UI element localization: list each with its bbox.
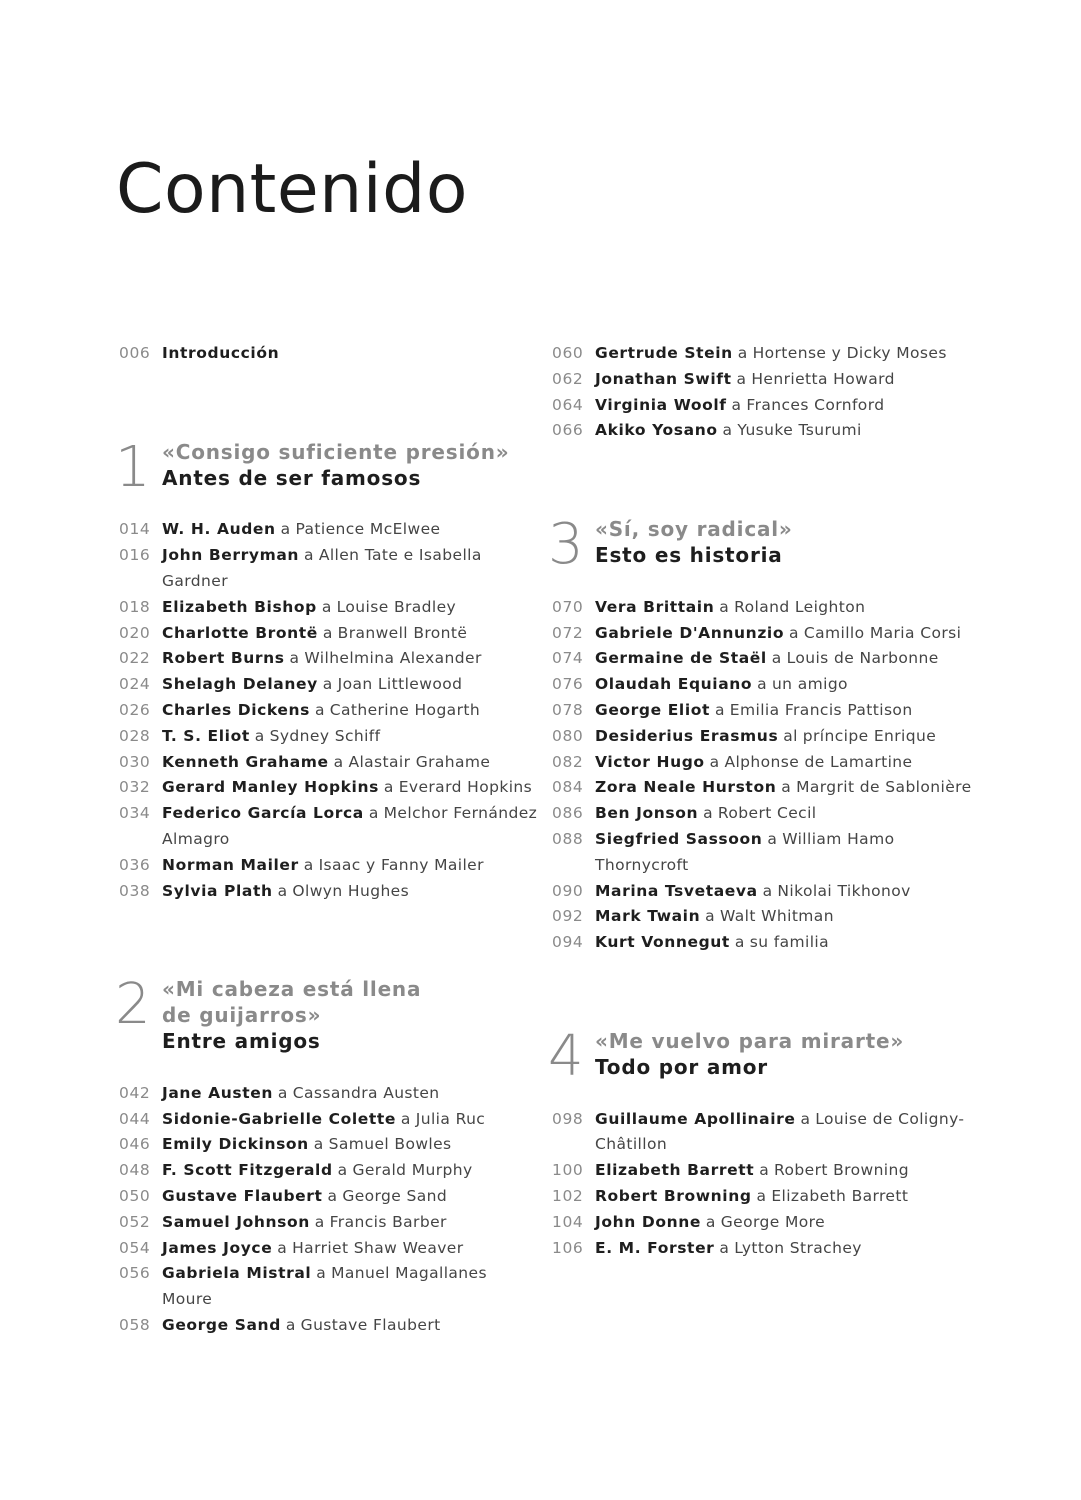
toc-entry[interactable]: [552, 750, 972, 776]
page-number: 046: [119, 1135, 151, 1154]
intro-label: Introducción: [162, 344, 280, 362]
recipient-name: Alastair Grahame: [348, 752, 491, 771]
page-number: 070: [552, 597, 584, 616]
toc-entry[interactable]: [119, 595, 539, 621]
connector: a: [289, 649, 300, 668]
toc-entry[interactable]: [552, 930, 972, 956]
author-name: Virginia Woolf: [595, 395, 727, 414]
recipient-name: Emilia Francis Pattison: [729, 700, 913, 719]
connector: a: [321, 597, 332, 616]
toc-entry[interactable]: [119, 517, 539, 543]
recipient-name: Francis Barber: [329, 1212, 447, 1231]
page-number: 076: [552, 675, 584, 694]
author-name: Federico García Lorca: [162, 804, 364, 823]
page-number: 016: [119, 546, 151, 565]
connector: a: [771, 649, 782, 668]
recipient-name: Hortense y Dicky Moses: [752, 344, 947, 362]
page-number: 058: [119, 1315, 151, 1334]
chapter-subtitle: Entre amigos: [162, 1028, 321, 1053]
recipient-name: Samuel Bowles: [328, 1135, 452, 1154]
recipient-name: su familia: [749, 933, 830, 952]
page-number: 098: [552, 1109, 584, 1128]
recipient-name: Roland Leighton: [734, 597, 866, 616]
toc-entry[interactable]: [552, 904, 972, 930]
contents-column-left: [115, 341, 539, 1339]
page-number: 006: [119, 344, 151, 362]
author-name: Elizabeth Barrett: [595, 1161, 755, 1180]
chapter-subtitle: Antes de ser famosos: [162, 465, 422, 490]
page-number: 028: [119, 726, 151, 745]
page-number: 066: [552, 421, 584, 440]
author-name: Charles Dickens: [162, 700, 310, 719]
toc-entry[interactable]: [552, 801, 972, 827]
author-name: E. M. Forster: [595, 1238, 715, 1257]
connector: a: [368, 804, 379, 823]
page-number: 026: [119, 700, 151, 719]
toc-entry[interactable]: [552, 724, 972, 750]
author-name: Mark Twain: [595, 907, 701, 926]
page-number: 044: [119, 1109, 151, 1128]
author-name: Marina Tsvetaeva: [595, 881, 758, 900]
connector: a: [705, 1212, 716, 1231]
recipient-name: Catherine Hogarth: [329, 700, 481, 719]
page-number: 092: [552, 907, 584, 926]
page-number: 106: [552, 1238, 584, 1257]
recipient-name: Gustave Flaubert: [300, 1315, 441, 1334]
recipient-name: Olwyn Hughes: [292, 881, 410, 900]
chapter-3-section: [548, 512, 972, 956]
connector: a: [709, 752, 720, 771]
recipient-name: Joan Littlewood: [337, 675, 463, 694]
author-name: George Sand: [162, 1315, 281, 1334]
recipient-name: Allen Tate e Isabella Gardner: [162, 546, 482, 590]
connector: a: [781, 778, 792, 797]
recipient-name: Louise Bradley: [336, 597, 457, 616]
page-number: 080: [552, 726, 584, 745]
toc-entry[interactable]: [119, 1158, 539, 1184]
connector: a: [327, 1186, 338, 1205]
chapter-header: [548, 512, 972, 578]
connector: a: [722, 421, 733, 440]
page-number: 032: [119, 778, 151, 797]
page-number: 050: [119, 1186, 151, 1205]
page-number: 088: [552, 829, 584, 848]
connector: a: [285, 1315, 296, 1334]
recipient-name: un amigo: [771, 675, 848, 694]
page-number: 018: [119, 597, 151, 616]
recipient-name: Melchor Fernández Almagro: [162, 804, 538, 848]
toc-entry[interactable]: [119, 1132, 539, 1158]
connector: a: [731, 395, 742, 414]
recipient-name: Louis de Narbonne: [786, 649, 939, 668]
chapter-2-section: [115, 972, 539, 1338]
page-number: 072: [552, 623, 584, 642]
chapter-quote: de guijarros»: [162, 1003, 322, 1028]
recipient-name: Elizabeth Barrett: [771, 1186, 909, 1205]
toc-entry[interactable]: [552, 367, 972, 393]
connector: a: [303, 546, 314, 565]
page-number: 038: [119, 881, 151, 900]
connector: a: [734, 933, 745, 952]
connector: a: [277, 1083, 288, 1102]
recipient-name: Branwell Brontë: [337, 623, 468, 642]
connector: a: [313, 1135, 324, 1154]
author-name: Charlotte Brontë: [162, 623, 318, 642]
page-number: 084: [552, 778, 584, 797]
recipient-name: Everard Hopkins: [398, 778, 533, 797]
author-name: Siegfried Sassoon: [595, 829, 763, 848]
author-name: Akiko Yosano: [595, 421, 718, 440]
chapter-1-section: [115, 434, 539, 905]
recipient-name: Yusuke Tsurumi: [737, 421, 862, 440]
connector: a: [703, 804, 713, 823]
toc-entry[interactable]: [119, 801, 539, 853]
toc-entry[interactable]: [119, 543, 539, 595]
toc-entry[interactable]: [552, 595, 972, 621]
recipient-name: Isaac y Fanny Mailer: [318, 855, 484, 874]
toc-entry[interactable]: [119, 672, 539, 698]
author-name: John Berryman: [162, 546, 300, 565]
connector: a: [314, 700, 325, 719]
connector: a: [789, 623, 799, 642]
author-name: Norman Mailer: [162, 855, 299, 874]
toc-entry[interactable]: [552, 646, 972, 672]
connector: a: [719, 597, 730, 616]
chapter-number: 2: [115, 972, 151, 1038]
page-number: 020: [119, 623, 151, 642]
connector: a: [322, 623, 333, 642]
author-name: Kurt Vonnegut: [595, 933, 730, 952]
chapter-quote: «Me vuelvo para mirarte»: [595, 1028, 905, 1053]
connector: a: [400, 1109, 411, 1128]
toc-entry[interactable]: [552, 621, 972, 647]
chapter-header: [548, 1023, 972, 1089]
author-name: Olaudah Equiano: [595, 675, 753, 694]
recipient-name: Harriet Shaw Weaver: [292, 1238, 464, 1257]
connector: a: [767, 829, 778, 848]
toc-entry[interactable]: [552, 879, 972, 905]
page-number: 100: [552, 1161, 584, 1180]
recipient-name: Patience McElwee: [295, 520, 441, 539]
toc-entry[interactable]: [552, 827, 972, 879]
connector: a: [254, 726, 265, 745]
toc-entry[interactable]: [119, 1184, 539, 1210]
connector: a: [277, 881, 288, 900]
connector: a: [314, 1212, 325, 1231]
chapter-subtitle: Todo por amor: [595, 1054, 768, 1079]
author-name: Jonathan Swift: [595, 369, 732, 388]
chapter-number: 3: [548, 512, 584, 578]
author-name: F. Scott Fitzgerald: [162, 1161, 333, 1180]
toc-entry[interactable]: [552, 672, 972, 698]
author-name: Vera Brittain: [595, 597, 715, 616]
toc-entry[interactable]: [552, 393, 972, 419]
toc-entry[interactable]: [119, 1236, 539, 1262]
author-name: James Joyce: [162, 1238, 273, 1257]
recipient-name: Henrietta Howard: [751, 369, 895, 388]
chapter-2-continued: [552, 341, 972, 444]
author-name: Gabriela Mistral: [162, 1264, 312, 1283]
author-name: Gertrude Stein: [595, 344, 733, 362]
toc-entry[interactable]: [119, 646, 539, 672]
author-name: Sylvia Plath: [162, 881, 273, 900]
recipient-name: Julia Ruc: [415, 1109, 486, 1128]
page-number: 104: [552, 1212, 584, 1231]
page-number: 082: [552, 752, 584, 771]
contents-column-right: [548, 341, 972, 1261]
page-number: 056: [119, 1264, 151, 1283]
author-name: Elizabeth Bishop: [162, 597, 317, 616]
toc-entry[interactable]: [119, 853, 539, 879]
toc-entry[interactable]: [552, 1210, 972, 1236]
recipient-name: príncipe Enrique: [802, 726, 937, 745]
toc-entry[interactable]: [552, 1158, 972, 1184]
page-number: 048: [119, 1161, 151, 1180]
page-number: 090: [552, 881, 584, 900]
chapter-quote: «Mi cabeza está llena: [162, 977, 422, 1002]
toc-entry[interactable]: [119, 621, 539, 647]
toc-entry[interactable]: [119, 1261, 539, 1313]
page-number: 030: [119, 752, 151, 771]
toc-entry[interactable]: [552, 775, 972, 801]
author-name: Kenneth Grahame: [162, 752, 329, 771]
connector: a: [757, 675, 767, 694]
author-name: Guillaume Apollinaire: [595, 1109, 796, 1128]
toc-entry[interactable]: [552, 698, 972, 724]
page-number: 022: [119, 649, 151, 668]
recipient-name: Sydney Schiff: [269, 726, 381, 745]
toc-entry[interactable]: [119, 775, 539, 801]
page-number: 042: [119, 1083, 151, 1102]
connector: a: [705, 907, 716, 926]
recipient-name: George Sand: [342, 1186, 448, 1205]
chapter-header: [115, 434, 539, 500]
connector: al: [783, 726, 798, 745]
page-number: 014: [119, 520, 151, 539]
page-number: 060: [552, 344, 584, 362]
author-name: Zora Neale Hurston: [595, 778, 777, 797]
toc-entry[interactable]: [119, 750, 539, 776]
connector: a: [759, 1161, 770, 1180]
author-name: Germaine de Staël: [595, 649, 767, 668]
recipient-name: Lytton Strachey: [734, 1238, 862, 1257]
author-name: Gabriele D'Annunzio: [595, 623, 785, 642]
author-name: Samuel Johnson: [162, 1212, 310, 1231]
page-number: 078: [552, 700, 584, 719]
connector: a: [383, 778, 394, 797]
author-name: George Eliot: [595, 700, 711, 719]
author-name: Sidonie-Gabrielle Colette: [162, 1109, 396, 1128]
author-name: Robert Burns: [162, 649, 285, 668]
toc-entry[interactable]: [119, 1081, 539, 1107]
connector: a: [337, 1161, 348, 1180]
connector: a: [277, 1238, 288, 1257]
chapter-subtitle: Esto es historia: [595, 542, 783, 567]
connector: a: [316, 1264, 327, 1283]
chapter-4-section: [548, 1023, 972, 1261]
connector: a: [303, 855, 314, 874]
connector: a: [737, 344, 748, 362]
recipient-name: Margrit de Sablonière: [796, 778, 972, 797]
toc-entry[interactable]: [119, 879, 539, 905]
author-name: T. S. Eliot: [162, 726, 250, 745]
recipient-name: Cassandra Austen: [292, 1083, 440, 1102]
page-title: Contenido: [116, 150, 468, 229]
connector: a: [736, 369, 747, 388]
recipient-name: Manuel Magallanes Moure: [162, 1264, 487, 1309]
page-number: 074: [552, 649, 584, 668]
chapter-quote: «Consigo suficiente presión»: [162, 439, 510, 464]
recipient-name: Camillo Maria Corsi: [803, 623, 962, 642]
recipient-name: Wilhelmina Alexander: [304, 649, 482, 668]
connector: a: [762, 881, 773, 900]
recipient-name: Louise de Coligny-Châtillon: [595, 1109, 965, 1154]
author-name: Robert Browning: [595, 1186, 752, 1205]
connector: a: [800, 1109, 811, 1128]
chapter-quote: «Sí, soy radical»: [595, 517, 793, 542]
author-name: Gerard Manley Hopkins: [162, 778, 379, 797]
toc-entry[interactable]: [552, 418, 972, 444]
intro-entry[interactable]: [119, 341, 539, 367]
connector: a: [280, 520, 291, 539]
recipient-name: Robert Browning: [774, 1161, 909, 1180]
page-number: 102: [552, 1186, 584, 1205]
page-number: 086: [552, 804, 584, 823]
author-name: Desiderius Erasmus: [595, 726, 779, 745]
connector: a: [322, 675, 333, 694]
author-name: Victor Hugo: [595, 752, 705, 771]
recipient-name: Robert Cecil: [717, 804, 817, 823]
page-number: 036: [119, 855, 151, 874]
toc-entry[interactable]: [119, 1210, 539, 1236]
page-number: 094: [552, 933, 584, 952]
recipient-name: Walt Whitman: [720, 907, 834, 926]
page-number: 062: [552, 369, 584, 388]
toc-entry[interactable]: [119, 1313, 539, 1339]
recipient-name: George More: [720, 1212, 826, 1231]
recipient-name: Alphonse de Lamartine: [724, 752, 913, 771]
recipient-name: Frances Cornford: [746, 395, 885, 414]
toc-entry[interactable]: [119, 698, 539, 724]
toc-entry[interactable]: [552, 1184, 972, 1210]
toc-entry[interactable]: [552, 1107, 972, 1159]
author-name: W. H. Auden: [162, 520, 276, 539]
page-number: 054: [119, 1238, 151, 1257]
page-number: 024: [119, 675, 151, 694]
recipient-name: Gerald Murphy: [352, 1161, 473, 1180]
toc-entry[interactable]: [552, 1236, 972, 1262]
author-name: Ben Jonson: [595, 804, 699, 823]
page-number: 064: [552, 395, 584, 414]
chapter-number: 1: [115, 434, 151, 500]
chapter-header: [115, 972, 539, 1054]
connector: a: [756, 1186, 767, 1205]
connector: a: [333, 752, 344, 771]
author-name: Shelagh Delaney: [162, 675, 318, 694]
chapter-number: 4: [548, 1023, 584, 1089]
toc-entry[interactable]: [119, 724, 539, 750]
recipient-name: William Hamo Thornycroft: [595, 829, 895, 874]
author-name: John Donne: [595, 1212, 701, 1231]
recipient-name: Nikolai Tikhonov: [777, 881, 911, 900]
page-number: 052: [119, 1212, 151, 1231]
author-name: Emily Dickinson: [162, 1135, 309, 1154]
author-name: Jane Austen: [162, 1083, 273, 1102]
author-name: Gustave Flaubert: [162, 1186, 323, 1205]
connector: a: [714, 700, 725, 719]
connector: a: [719, 1238, 730, 1257]
page-number: 034: [119, 804, 151, 823]
toc-entry[interactable]: [119, 1107, 539, 1133]
toc-entry[interactable]: [552, 341, 972, 367]
